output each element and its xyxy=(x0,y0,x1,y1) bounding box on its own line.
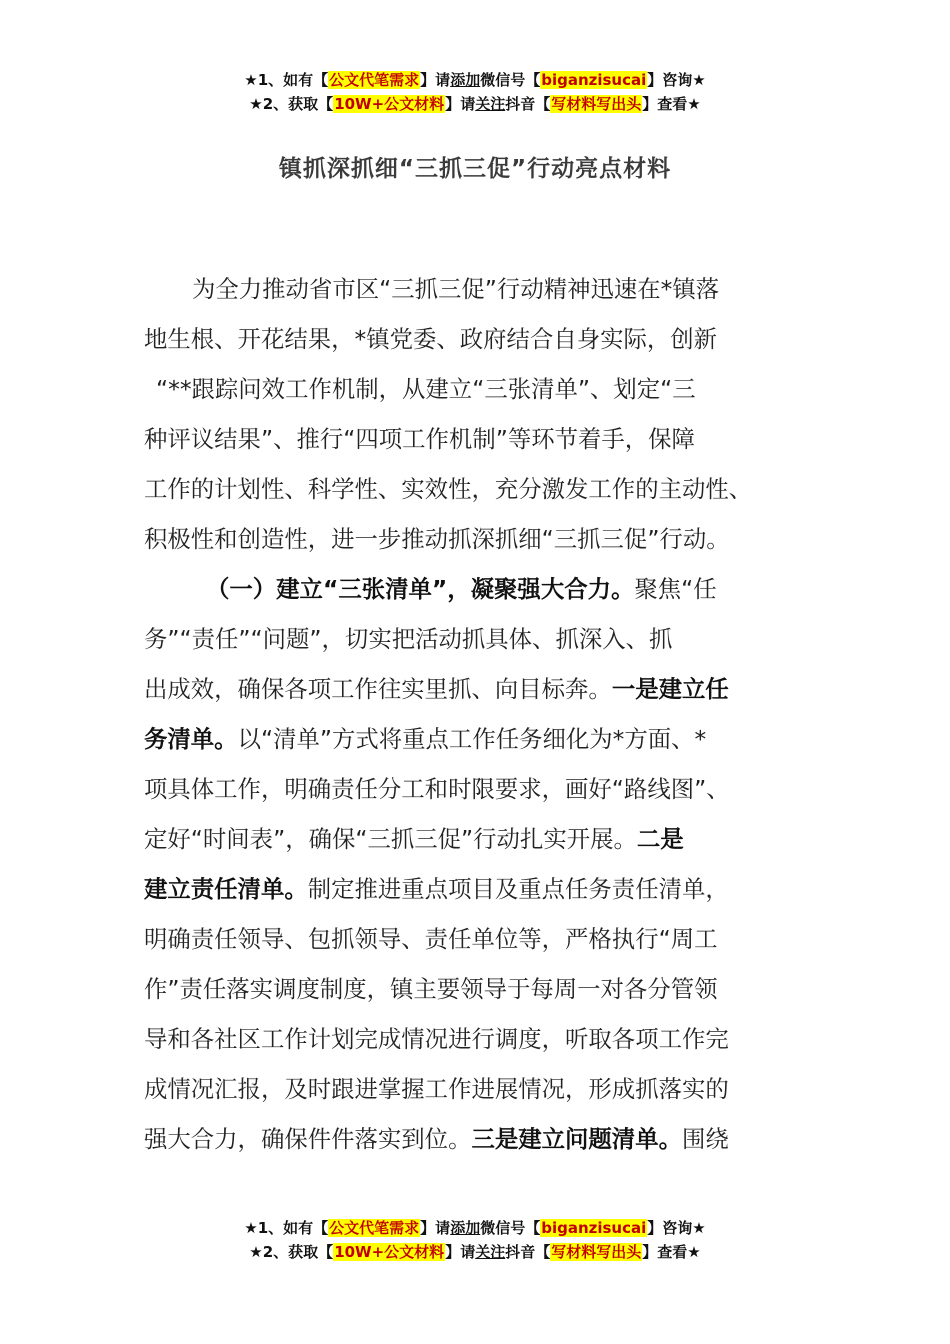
paragraph-line: 导和各社区工作计划完成情况进行调度，听取各项工作完 xyxy=(144,1025,729,1053)
paragraph-line: 地生根、开花结果，*镇党委、政府结合自身实际，创新 xyxy=(144,325,718,353)
document-body xyxy=(144,264,808,1164)
banner-line-1: ★1、如有【公文代笔需求】请添加微信号【biganzisucai】咨询★ xyxy=(244,1219,706,1237)
paragraph-line: 强大合力，确保件件落实到位。三是建立问题清单。围绕 xyxy=(144,1125,729,1153)
paragraph-line: 务清单。以“清单”方式将重点工作任务细化为*方面、* xyxy=(144,725,707,753)
paragraph-line: 为全力推动省市区“三抓三促”行动精神迅速在*镇落 xyxy=(192,275,720,303)
highlight-service: 公文代笔需求 xyxy=(329,1219,420,1237)
highlight-douyin-account: 写材料写出头 xyxy=(551,95,642,113)
section-heading: （一）建立“三张清单”，凝聚强大合力。 xyxy=(206,575,635,603)
highlight-materials: 10W+公文材料 xyxy=(334,1243,445,1261)
paragraph-line: 积极性和创造性，进一步推动抓深抓细“三抓三促”行动。 xyxy=(144,525,730,553)
paragraph-line: 成情况汇报，及时跟进掌握工作进展情况，形成抓落实的 xyxy=(144,1075,729,1103)
highlight-wechat-id: biganzisucai xyxy=(541,1219,647,1237)
paragraph-line: （一）建立“三张清单”，凝聚强大合力。聚焦“任 xyxy=(206,575,717,603)
paragraph-line: 种评议结果”、推行“四项工作机制”等环节着手，保障 xyxy=(144,425,695,453)
paragraph-line: 出成效，确保各项工作往实里抓、向目标奔。一是建立任 xyxy=(144,675,729,703)
highlight-douyin-account: 写材料写出头 xyxy=(551,1243,642,1261)
header-banner xyxy=(0,68,950,116)
paragraph-line: “**跟踪问效工作机制，从建立“三张清单”、划定“三 xyxy=(156,375,696,403)
highlight-materials: 10W+公文材料 xyxy=(334,95,445,113)
paragraph-line: 项具体工作，明确责任分工和时限要求，画好“路线图”、 xyxy=(144,775,730,803)
paragraph-line: 工作的计划性、科学性、实效性，充分激发工作的主动性、 xyxy=(144,475,753,503)
paragraph-line: 建立责任清单。制定推进重点项目及重点任务责任清单， xyxy=(144,875,729,903)
highlight-wechat-id: biganzisucai xyxy=(541,71,647,89)
paragraph-line: 务”“责任”“问题”，切实把活动抓具体、抓深入、抓 xyxy=(144,625,673,653)
footer-banner xyxy=(0,1216,950,1264)
paragraph-line: 作”责任落实调度制度，镇主要领导于每周一对各分管领 xyxy=(144,975,718,1003)
banner-line-2: ★2、获取【10W+公文材料】请关注抖音【写材料写出头】查看★ xyxy=(249,95,701,113)
highlight-service: 公文代笔需求 xyxy=(329,71,420,89)
banner-line-1: ★1、如有【公文代笔需求】请添加微信号【biganzisucai】咨询★ xyxy=(244,71,706,89)
banner-line-2: ★2、获取【10W+公文材料】请关注抖音【写材料写出头】查看★ xyxy=(249,1243,701,1261)
paragraph-line: 明确责任领导、包抓领导、责任单位等，严格执行“周工 xyxy=(144,925,718,953)
document-title: 镇抓深抓细“三抓三促”行动亮点材料 xyxy=(278,156,672,182)
paragraph-line: 定好“时间表”，确保“三抓三促”行动扎实开展。二是 xyxy=(144,825,684,853)
